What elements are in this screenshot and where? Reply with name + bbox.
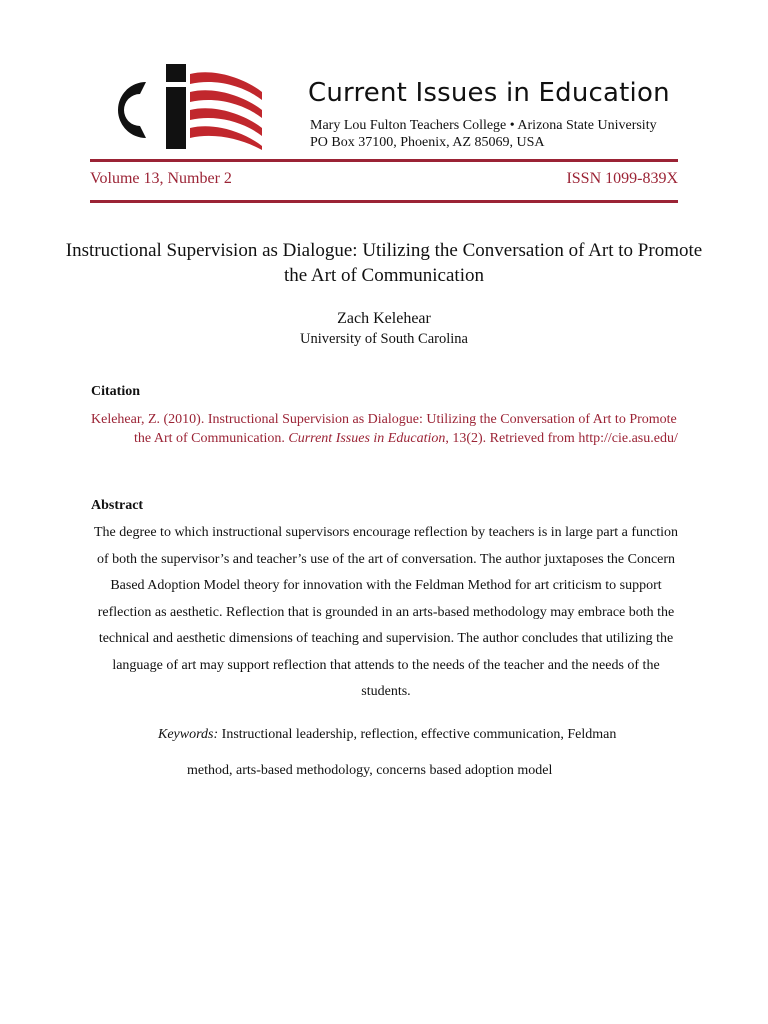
header-rule-top bbox=[90, 159, 678, 162]
author-name: Zach Kelehear bbox=[337, 310, 431, 327]
paper-title: Instructional Supervision as Dialogue: Utilizing the Conversation of Art to Promote the Art of Communication bbox=[65, 240, 703, 286]
issn: ISSN 1099-839X bbox=[566, 170, 678, 187]
volume-number: Volume 13, Number 2 bbox=[90, 170, 232, 187]
abstract-heading: Abstract bbox=[91, 498, 144, 513]
keywords-text-1: Instructional leadership, reflection, effective communication, Feldman bbox=[218, 727, 617, 742]
keywords-line-1 bbox=[158, 727, 616, 743]
citation-journal: Current Issues in Education bbox=[288, 431, 446, 446]
keywords-line-2: method, arts-based methodology, concerns based adoption model bbox=[187, 763, 553, 778]
cie-logo bbox=[94, 62, 264, 154]
address-line: PO Box 37100, Phoenix, AZ 85069, USA bbox=[310, 135, 545, 150]
logo-flag-stripe bbox=[190, 126, 262, 150]
logo-letter-c bbox=[118, 82, 146, 138]
citation-text-after: , 13(2). Retrieved from http://cie.asu.edu/ bbox=[445, 431, 678, 446]
logo-letter-i-stem bbox=[166, 87, 186, 149]
header-rule-bottom bbox=[90, 200, 678, 203]
keywords-label: Keywords: bbox=[158, 727, 219, 742]
abstract-text: The degree to which instructional supervisors encourage reflection by teachers is in large part a function of both the supervisor’s and teacher’s use of the art of conversation. The author juxtaposes the Concern Based Adoption Model theory for innovation with the Feldman Method for art criticism to support reflection as aesthetic. Reflection that is grounded in an arts-based methodology may embrace both the technical and aesthetic dimensions of teaching and supervision. The author concludes that utilizing the language of art may support reflection that attends to the needs of the teacher and the needs of the students. bbox=[93, 525, 679, 699]
author-affiliation: University of South Carolina bbox=[300, 331, 468, 347]
college-line: Mary Lou Fulton Teachers College • Arizona State University bbox=[310, 118, 657, 133]
logo-letter-i-dot bbox=[166, 64, 186, 82]
citation-heading: Citation bbox=[91, 384, 140, 399]
citation-text bbox=[91, 410, 681, 448]
journal-name: Current Issues in Education bbox=[308, 78, 670, 108]
citation-text-before: Kelehear, Z. (2010). Instructional Supervision as Dialogue: Utilizing the Conversation of Art to Promote the Art of Communication. bbox=[91, 412, 677, 446]
